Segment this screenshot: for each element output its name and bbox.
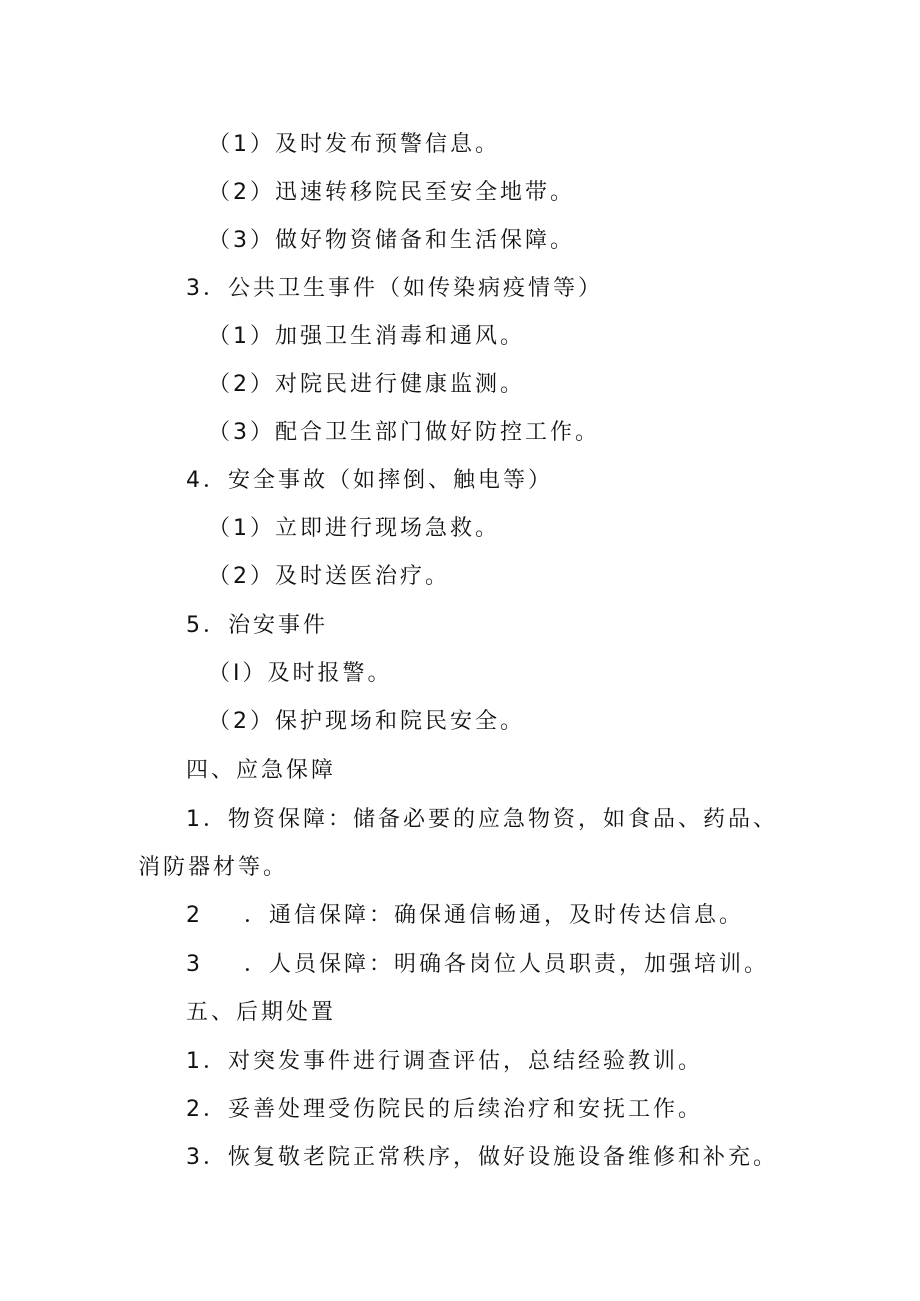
section-heading: 四、应急保障 (186, 758, 337, 783)
text-line: （2）及时送医治疗。 (208, 564, 450, 589)
section-item: 4．安全事故（如摔倒、触电等） (186, 468, 553, 493)
item-text: ．通信保障：确保通信畅通，及时传达信息。 (244, 903, 745, 928)
text-line: （2）保护现场和院民安全。 (208, 709, 525, 734)
text-line: （2）对院民进行健康监测。 (208, 372, 525, 397)
section-item: 3．恢复敬老院正常秩序，做好设施设备维修和补充。 (186, 1145, 778, 1170)
section-heading: 五、后期处置 (186, 1000, 337, 1025)
text-line: （1）及时发布预警信息。 (208, 132, 500, 157)
item-text: ．人员保障：明确各岗位人员职责，加强培训。 (244, 952, 770, 977)
section-item: 5．治安事件 (186, 613, 328, 638)
text-line: （3）做好物资储备和生活保障。 (208, 228, 575, 253)
section-item: 2．妥善处理受伤院民的后续治疗和安抚工作。 (186, 1097, 703, 1122)
section-item: 1．物资保障：储备必要的应急物资，如食品、药品、 (186, 807, 778, 832)
item-number: 3 (186, 952, 203, 977)
section-item: 1．对突发事件进行调查评估，总结经验教训。 (186, 1049, 703, 1074)
text-line: （1）加强卫生消毒和通风。 (208, 324, 525, 349)
text-line: （I）及时报警。 (208, 661, 393, 686)
section-item (186, 901, 744, 931)
item-number: 2 (186, 903, 203, 928)
section-item: 3．公共卫生事件（如传染病疫情等） (186, 276, 603, 301)
text-line: （1）立即进行现场急救。 (208, 516, 500, 541)
text-line: （3）配合卫生部门做好防控工作。 (208, 420, 600, 445)
text-line-continuation: 消防器材等。 (138, 855, 289, 880)
section-item (186, 950, 769, 980)
text-line: （2）迅速转移院民至安全地带。 (208, 180, 575, 205)
